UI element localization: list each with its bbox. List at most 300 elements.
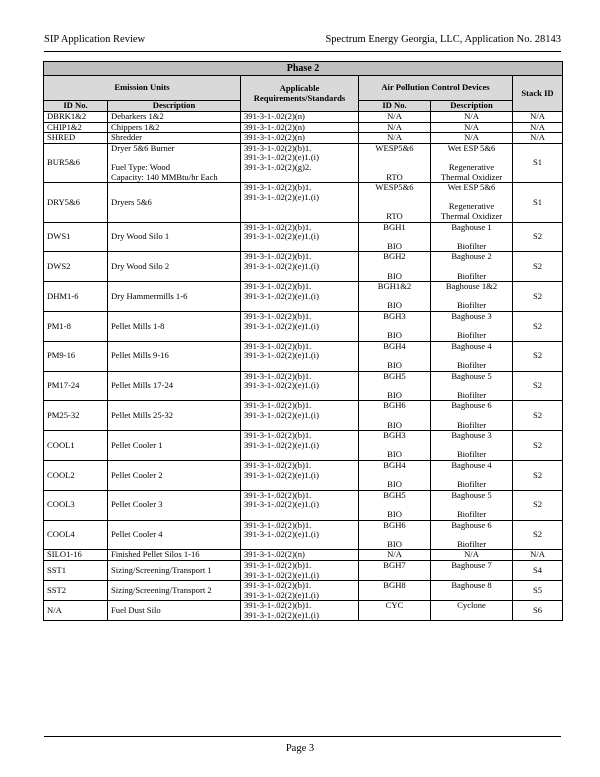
cell-stack-id: S2 [513,490,563,520]
cell-requirements-line: 391-3-1-.02(2)(e)1.(i) [244,231,319,242]
cell-apcd-id-line: BGH5 [383,370,406,381]
cell-description-line: Sizing/Screening/Transport 1 [111,564,212,575]
cell-description [108,183,241,222]
cell-stack-id: S1 [513,143,563,182]
cell-id-no: COOL4 [44,520,108,550]
cell-requirements [241,560,359,580]
cell-description-line: Dry Wood Silo 2 [111,260,170,271]
cell-apcd-description-line: N/A [464,121,479,132]
cell-apcd-id [359,341,431,371]
cell-description-line: Sizing/Screening/Transport 2 [111,584,212,595]
cell-requirements-line [244,510,355,520]
header-requirements: Applicable Requirements/Standards [241,76,359,112]
cell-description-line: Pellet Cooler 2 [111,469,163,480]
table-row [44,143,563,182]
cell-description [108,222,241,252]
cell-stack-id: N/A [513,122,563,133]
cell-description [108,252,241,282]
cell-apcd-id [359,311,431,341]
cell-id-no: PM17-24 [44,371,108,401]
cell-description [108,520,241,550]
cell-requirements-line: 391-3-1-.02(2)(b)1. [244,340,312,351]
cell-stack-id: S2 [513,311,563,341]
cell-description [108,581,241,601]
cell-apcd-id-line: BGH3 [383,310,406,321]
cell-apcd-description-line: Baghouse 4 [451,459,492,470]
cell-description [108,282,241,312]
cell-requirements-line [244,480,355,490]
cell-description-line: Pellet Mills 25-32 [111,409,174,420]
cell-id-no: COOL2 [44,460,108,490]
cell-description-line: Dryer 5&6 Burner [111,142,175,153]
cell-apcd-description-line: Baghouse 6 [451,519,492,530]
cell-apcd-description [431,581,513,601]
cell-description-line: Dry Wood Silo 1 [111,231,170,242]
cell-description [108,460,241,490]
cell-description-line: Pellet Cooler 1 [111,439,163,450]
table-row [44,122,563,133]
cell-id-no: CHIP1&2 [44,122,108,133]
cell-apcd-id-line: BGH5 [383,489,406,500]
cell-description [108,601,241,621]
cell-description [108,143,241,182]
page-number: Page 3 [285,743,315,754]
cell-requirements [241,431,359,461]
cell-requirements [241,133,359,144]
cell-apcd-description-line: N/A [464,549,479,560]
cell-description-line: Debarkers 1&2 [111,111,164,121]
cell-apcd-description [431,460,513,490]
cell-apcd-id [359,601,431,621]
cell-apcd-description [431,560,513,580]
cell-apcd-id-line: BIO [387,300,402,311]
cell-description-line: Pellet Cooler 3 [111,499,163,510]
cell-apcd-id-line: WESP5&6 [375,142,414,153]
cell-apcd-id [359,252,431,282]
cell-apcd-id [359,490,431,520]
cell-stack-id: S2 [513,401,563,431]
cell-apcd-description-line: Baghouse 6 [451,400,492,411]
cell-apcd-id-line: WESP5&6 [375,182,414,193]
cell-apcd-id-line: BIO [387,270,402,281]
cell-apcd-description-line: Biofilter [456,359,487,370]
cell-description-line: Dry Hammermills 1-6 [111,290,188,301]
cell-requirements [241,143,359,182]
cell-apcd-description-line: Baghouse 3 [451,310,492,321]
cell-apcd-id-line: BIO [387,479,402,490]
cell-requirements-line: 391-3-1-.02(2)(n) [244,549,305,560]
cell-requirements-line [244,202,355,212]
cell-requirements-line: 391-3-1-.02(2)(g)2. [244,161,312,172]
table-row [44,252,563,282]
cell-stack-id: N/A [513,112,563,123]
cell-apcd-description [431,252,513,282]
cell-apcd-id-line: BGH7 [383,559,406,570]
cell-description-line: Finished Pellet Silos 1-16 [111,549,200,560]
cell-requirements [241,282,359,312]
cell-apcd-description-line: Biofilter [456,538,487,549]
cell-apcd-description-line: Regenerative [448,161,495,172]
cell-description-line: Dryers 5&6 [111,196,152,207]
cell-requirements-line: 391-3-1-.02(2)(b)1. [244,370,312,381]
cell-apcd-description-line: Baghouse 8 [451,580,492,591]
cell-apcd-description [431,401,513,431]
cell-requirements [241,490,359,520]
cell-id-no: SST1 [44,560,108,580]
cell-requirements-line: 391-3-1-.02(2)(n) [244,121,305,132]
header-document-title: SIP Application Review [44,34,146,45]
cell-requirements-line: 391-3-1-.02(2)(b)1. [244,400,312,411]
cell-description [108,490,241,520]
cell-requirements-line [244,391,355,401]
table-row [44,490,563,520]
cell-apcd-description [431,550,513,561]
cell-apcd-id [359,183,431,222]
cell-apcd-id [359,371,431,401]
cell-stack-id: S2 [513,431,563,461]
cell-requirements-line: 391-3-1-.02(2)(b)1. [244,281,312,292]
cell-id-no: PM9-16 [44,341,108,371]
cell-requirements-line: 391-3-1-.02(2)(e)1.(i) [244,439,319,450]
cell-requirements [241,460,359,490]
cell-requirements-line [244,540,355,550]
cell-requirements [241,311,359,341]
cell-apcd-description [431,490,513,520]
table-row [44,460,563,490]
cell-description [108,133,241,144]
cell-requirements-line: 391-3-1-.02(2)(e)1.(i) [244,409,319,420]
table-row [44,282,563,312]
cell-requirements [241,401,359,431]
table-row [44,133,563,144]
cell-requirements-line: 391-3-1-.02(2)(b)1. [244,430,312,441]
cell-stack-id: S6 [513,601,563,621]
cell-apcd-id-line: BGH6 [383,400,406,411]
cell-apcd-description-line: Baghouse 3 [451,430,492,441]
cell-stack-id: N/A [513,550,563,561]
cell-stack-id: S2 [513,222,563,252]
cell-apcd-id-line: BGH1&2 [377,281,412,292]
cell-apcd-description-line: N/A [464,111,479,121]
cell-requirements-line: 391-3-1-.02(2)(e)1.(i) [244,350,319,361]
header-stack-id: Stack ID [513,76,563,112]
cell-apcd-description-line: N/A [464,132,479,143]
table-row [44,112,563,123]
cell-apcd-description [431,520,513,550]
cell-stack-id: N/A [513,133,563,144]
cell-requirements [241,252,359,282]
cell-requirements-line: 391-3-1-.02(2)(b)1. [244,182,312,193]
cell-id-no: SHRED [44,133,108,144]
table-row [44,520,563,550]
cell-apcd-description-line: Biofilter [456,419,487,430]
page-header [44,34,561,48]
cell-id-no: SST2 [44,581,108,601]
cell-apcd-id [359,222,431,252]
footer-rule [44,736,561,737]
cell-description [108,550,241,561]
cell-apcd-id-line: BGH2 [383,251,406,262]
cell-id-no: BUR5&6 [44,143,108,182]
cell-apcd-id-line: BGH4 [383,340,406,351]
cell-id-no: SILO1-16 [44,550,108,561]
cell-apcd-id [359,122,431,133]
table-row [44,371,563,401]
cell-description [108,560,241,580]
cell-apcd-description-line: Baghouse 1&2 [445,281,498,292]
cell-stack-id: S2 [513,252,563,282]
cell-requirements-line: 391-3-1-.02(2)(e)1.(i) [244,380,319,391]
cell-apcd-id [359,133,431,144]
cell-id-no: COOL3 [44,490,108,520]
cell-description-line: Pellet Mills 17-24 [111,380,174,391]
table-body [44,112,563,621]
cell-apcd-description-line: Cyclone [457,600,486,611]
cell-apcd-id [359,112,431,123]
cell-apcd-description-line: Biofilter [456,300,487,311]
cell-stack-id: S4 [513,560,563,580]
table-row [44,183,563,222]
cell-requirements-line: 391-3-1-.02(2)(b)1. [244,221,312,232]
cell-apcd-description-line: Biofilter [456,330,487,341]
cell-apcd-description-line: Biofilter [456,270,487,281]
emission-units-table [43,61,563,621]
cell-description-line: Chippers 1&2 [111,121,160,132]
cell-apcd-id-line: BIO [387,538,402,549]
cell-description-line: Pellet Mills 1-8 [111,320,165,331]
table-row [44,581,563,601]
cell-apcd-description-line: Wet ESP 5&6 [447,142,496,153]
cell-apcd-id-line: BIO [387,389,402,400]
cell-apcd-description-line: Biofilter [456,449,487,460]
cell-requirements-line: 391-3-1-.02(2)(b)1. [244,142,312,153]
cell-apcd-description-line: Thermal Oxidizer [440,171,503,182]
cell-description [108,311,241,341]
cell-requirements-line: 391-3-1-.02(2)(e)1.(i) [244,152,319,163]
cell-requirements-line [244,331,355,341]
header-apcd-description: Description [431,101,513,112]
cell-stack-id: S2 [513,282,563,312]
cell-description [108,371,241,401]
cell-requirements [241,341,359,371]
cell-stack-id: S5 [513,581,563,601]
cell-apcd-id-line: N/A [387,549,402,560]
cell-apcd-id-line: BIO [387,508,402,519]
cell-requirements-line: 391-3-1-.02(2)(n) [244,111,305,121]
cell-apcd-id [359,460,431,490]
cell-apcd-id [359,520,431,550]
cell-requirements-line: 391-3-1-.02(2)(b)1. [244,559,312,570]
cell-requirements-line: 391-3-1-.02(2)(b)1. [244,310,312,321]
cell-apcd-id-line [362,153,427,163]
cell-requirements-line: 391-3-1-.02(2)(e)1.(i) [244,609,319,620]
cell-apcd-description-line: Biofilter [456,508,487,519]
cell-description-line: Shredder [111,132,143,143]
cell-id-no: DWS2 [44,252,108,282]
cell-requirements [241,122,359,133]
cell-requirements-line: 391-3-1-.02(2)(e)1.(i) [244,569,319,580]
cell-apcd-id-line: N/A [387,111,402,121]
phase-title: Phase 2 [44,62,563,76]
cell-apcd-id [359,560,431,580]
cell-requirements-line: 391-3-1-.02(2)(e)1.(i) [244,290,319,301]
cell-id-no: COOL1 [44,431,108,461]
cell-apcd-id-line: BIO [387,419,402,430]
cell-apcd-id [359,550,431,561]
cell-requirements-line: 391-3-1-.02(2)(e)1.(i) [244,320,319,331]
table-row [44,550,563,561]
cell-requirements [241,112,359,123]
cell-requirements-line: 391-3-1-.02(2)(b)1. [244,251,312,262]
cell-id-no: DWS1 [44,222,108,252]
cell-apcd-id [359,401,431,431]
cell-description [108,341,241,371]
cell-description [108,431,241,461]
cell-apcd-id-line: BGH8 [383,580,406,591]
cell-stack-id: S1 [513,183,563,222]
cell-apcd-description-line: Thermal Oxidizer [440,210,503,221]
cell-id-no: PM25-32 [44,401,108,431]
cell-requirements-line [244,450,355,460]
cell-requirements [241,550,359,561]
cell-apcd-id-line: RTO [386,171,403,182]
cell-id-no: DHM1-6 [44,282,108,312]
cell-apcd-description-line: Baghouse 7 [451,559,492,570]
cell-description [108,401,241,431]
cell-description [108,112,241,123]
cell-apcd-id-line: BIO [387,240,402,251]
cell-stack-id: S2 [513,460,563,490]
cell-apcd-description [431,371,513,401]
cell-description-line: Capacity: 140 MMBtu/hr Each [111,171,218,182]
cell-apcd-id-line: N/A [387,121,402,132]
cell-apcd-description [431,183,513,222]
cell-description-line: Pellet Cooler 4 [111,529,163,540]
cell-apcd-description [431,311,513,341]
cell-apcd-id-line: BIO [387,359,402,370]
cell-apcd-description-line: Baghouse 5 [451,370,492,381]
cell-requirements-line [244,301,355,311]
cell-requirements-line: 391-3-1-.02(2)(b)1. [244,580,312,591]
cell-requirements-line [244,242,355,252]
cell-requirements-line [244,421,355,431]
cell-apcd-id-line: RTO [386,210,403,221]
cell-apcd-id-line: BGH6 [383,519,406,530]
cell-requirements-line: 391-3-1-.02(2)(e)1.(i) [244,191,319,202]
cell-apcd-description [431,282,513,312]
cell-description-line: Pellet Mills 9-16 [111,350,169,361]
cell-id-no: DBRK1&2 [44,112,108,123]
cell-apcd-id-line: BGH1 [383,221,406,232]
cell-requirements-line: 391-3-1-.02(2)(e)1.(i) [244,469,319,480]
cell-apcd-description-line: Biofilter [456,479,487,490]
cell-apcd-description-line: Baghouse 2 [451,251,492,262]
cell-apcd-description-line: Biofilter [456,240,487,251]
header-emission-units: Emission Units [44,76,241,101]
cell-description-line: Fuel Type: Wood [111,161,171,172]
cell-requirements [241,601,359,621]
cell-id-no: PM1-8 [44,311,108,341]
cell-apcd-id-line: BIO [387,449,402,460]
table-row [44,311,563,341]
cell-apcd-description [431,143,513,182]
cell-id-no: DRY5&6 [44,183,108,222]
cell-requirements-line: 391-3-1-.02(2)(e)1.(i) [244,529,319,540]
cell-requirements-line: 391-3-1-.02(2)(b)1. [244,489,312,500]
cell-id-no: N/A [44,601,108,621]
table-row [44,401,563,431]
cell-apcd-id-line: CYC [385,600,404,611]
cell-requirements [241,520,359,550]
cell-description-line: Fuel Dust Silo [111,605,161,616]
table-row [44,601,563,621]
cell-apcd-id-line: BGH4 [383,459,406,470]
cell-apcd-id-line: BGH3 [383,430,406,441]
cell-requirements-line: 391-3-1-.02(2)(n) [244,132,305,143]
cell-requirements-line [244,173,355,183]
cell-requirements-line [244,361,355,371]
cell-requirements [241,183,359,222]
cell-apcd-description [431,222,513,252]
cell-apcd-description [431,122,513,133]
header-apcd-id-no: ID No. [359,101,431,112]
cell-requirements [241,371,359,401]
header-description: Description [108,101,241,112]
header-apcd: Air Pollution Control Devices [359,76,513,101]
cell-requirements-line [244,272,355,282]
cell-stack-id: S2 [513,371,563,401]
cell-apcd-description-line: Baghouse 5 [451,489,492,500]
cell-stack-id: S2 [513,520,563,550]
cell-apcd-description [431,133,513,144]
cell-apcd-description-line: Regenerative [448,201,495,212]
header-rule [44,51,561,52]
cell-apcd-description-line: Baghouse 1 [451,221,492,232]
cell-apcd-description [431,601,513,621]
cell-apcd-id [359,431,431,461]
table-row [44,341,563,371]
cell-requirements-line: 391-3-1-.02(2)(e)1.(i) [244,499,319,510]
table-row [44,431,563,461]
cell-requirements-line: 391-3-1-.02(2)(b)1. [244,519,312,530]
cell-apcd-id [359,143,431,182]
table-row [44,222,563,252]
cell-apcd-id [359,282,431,312]
cell-apcd-description [431,431,513,461]
cell-apcd-description [431,341,513,371]
cell-apcd-description-line: Biofilter [456,389,487,400]
cell-apcd-id-line [362,193,427,203]
cell-apcd-description-line: Baghouse 4 [451,340,492,351]
cell-requirements-line: 391-3-1-.02(2)(b)1. [244,600,312,611]
header-id-no: ID No. [44,101,108,112]
cell-description [108,122,241,133]
cell-requirements-line: 391-3-1-.02(2)(e)1.(i) [244,260,319,271]
cell-requirements [241,222,359,252]
cell-requirements-line: 391-3-1-.02(2)(b)1. [244,459,312,470]
cell-apcd-description [431,112,513,123]
cell-requirements-line: 391-3-1-.02(2)(e)1.(i) [244,589,319,600]
cell-apcd-id [359,581,431,601]
cell-requirements [241,581,359,601]
header-applicant: Spectrum Energy Georgia, LLC, Application No. 28143 [325,34,561,45]
cell-stack-id: S2 [513,341,563,371]
table-row [44,560,563,580]
cell-apcd-id-line: BIO [387,330,402,341]
cell-requirements-line [244,212,355,222]
cell-apcd-id-line: N/A [387,132,402,143]
cell-apcd-description-line: Wet ESP 5&6 [447,182,496,193]
